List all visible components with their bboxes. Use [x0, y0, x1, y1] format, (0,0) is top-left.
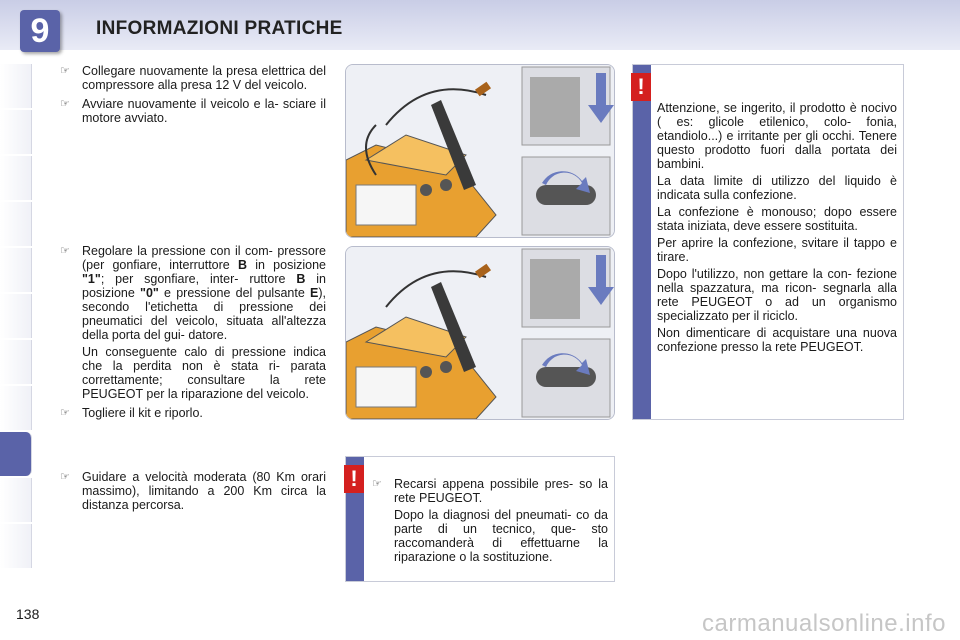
instruction-text: Collegare nuovamente la presa elettrica del compressore alla presa 12 V del veicolo.: [82, 64, 326, 92]
warning-paragraph: Attenzione, se ingerito, il prodotto è nocivo ( es: glicole etilenico, colo- fonia, etandiolo...) e irritante per gli occhi. Tenere questo prodotto fuori dalla portata dei bambini.: [657, 101, 897, 171]
instruction-text: Togliere il kit e riporlo.: [82, 406, 203, 420]
chapter-tab[interactable]: [0, 294, 32, 338]
pointing-hand-icon: ☞: [60, 65, 70, 77]
instruction-group-2: [60, 244, 326, 420]
warning-accent-bar: [633, 65, 651, 419]
instruction-text: in posizione: [82, 272, 327, 300]
instruction-text: ; per sgonfiare, inter- ruttore: [100, 272, 297, 286]
compressor-illustration-2: [345, 246, 615, 420]
warning-box-repair: [345, 456, 615, 582]
warning-icon: !: [344, 465, 364, 493]
warning-box-product: [632, 64, 904, 420]
chapter-tab[interactable]: [0, 340, 32, 384]
pointing-hand-icon: ☞: [60, 245, 70, 257]
list-item: [372, 477, 608, 564]
pointing-hand-icon: ☞: [372, 478, 382, 490]
warning-paragraph: Recarsi appena possibile pres- so la rete PEUGEOT.: [394, 477, 608, 505]
chapter-tab[interactable]: [0, 64, 32, 108]
switch-label: B: [296, 272, 306, 286]
chapter-tab[interactable]: [0, 110, 32, 154]
instruction-group-1: [60, 64, 326, 125]
instruction-note: Un conseguente calo di pressione indica che la perdita non è stata ri- parata correttamente; consultare la rete PEUGEOT per la riparazione del veicolo.: [82, 345, 326, 401]
chapter-tab[interactable]: [0, 248, 32, 292]
chapter-tab-active[interactable]: [0, 432, 32, 476]
page-number: 138: [16, 606, 40, 622]
position-label: "1": [82, 272, 101, 286]
chapter-badge: 9: [20, 10, 60, 52]
list-item: [60, 64, 326, 92]
instruction-text: Regolare la pressione con il com- pressore (per gonfiare, interruttore: [82, 244, 326, 272]
page-header: [0, 0, 960, 50]
list-item: [60, 244, 326, 401]
chapter-tab[interactable]: [0, 202, 32, 246]
compressor-illustration-1: [345, 64, 615, 238]
warning-paragraph: Dopo l'utilizzo, non gettare la con- fezione nella spazzatura, ma ricon- segnarla alla rete PEUGEOT o ad un organismo specializzato per il riciclo.: [657, 267, 897, 323]
instruction-text: Avviare nuovamente il veicolo e la- sciare il motore avviato.: [82, 97, 326, 125]
position-label: "0": [140, 286, 159, 300]
compressor-drawing: [346, 247, 614, 419]
page-title: INFORMAZIONI PRATICHE: [96, 18, 343, 39]
instruction-text: ), secondo l'etichetta di pressione dei pneumatici del veicolo, situata all'altezza della porta del gui- datore.: [82, 286, 326, 342]
chapter-tab[interactable]: [0, 156, 32, 200]
chapter-tab[interactable]: [0, 386, 32, 430]
instruction-text: in posizione: [247, 258, 326, 272]
warning-paragraph: La data limite di utilizzo del liquido è indicata sulla confezione.: [657, 174, 897, 202]
instruction-text: Guidare a velocità moderata (80 Km orari massimo), limitando a 200 Km circa la distanza percorsa.: [82, 470, 326, 512]
instruction-group-3: [60, 470, 326, 512]
instruction-text: e pressione del pulsante: [158, 286, 310, 300]
warning-paragraph: La confezione è monouso; dopo essere stata iniziata, deve essere sostituita.: [657, 205, 897, 233]
watermark: carmanualsonline.info: [702, 610, 946, 637]
list-item: [60, 470, 326, 512]
list-item: [60, 97, 326, 125]
switch-label: B: [237, 258, 247, 272]
pointing-hand-icon: ☞: [60, 407, 70, 419]
warning-paragraph: Non dimenticare di acquistare una nuova confezione presso la rete PEUGEOT.: [657, 326, 897, 354]
warning-text: [372, 477, 608, 564]
warning-paragraph: Per aprire la confezione, svitare il tappo e tirare.: [657, 236, 897, 264]
warning-paragraph: Dopo la diagnosi del pneumati- co da parte di un tecnico, que- sto raccomanderà di effettuarne la riparazione o la sostituzione.: [394, 508, 608, 564]
chapter-tab[interactable]: [0, 524, 32, 568]
chapter-tabs: [0, 64, 32, 570]
compressor-drawing: [346, 65, 614, 237]
pointing-hand-icon: ☞: [60, 471, 70, 483]
chapter-tab[interactable]: [0, 478, 32, 522]
pointing-hand-icon: ☞: [60, 98, 70, 110]
button-label: E: [310, 286, 319, 300]
list-item: [60, 406, 326, 420]
warning-text: [657, 101, 897, 357]
warning-icon: !: [631, 73, 651, 101]
